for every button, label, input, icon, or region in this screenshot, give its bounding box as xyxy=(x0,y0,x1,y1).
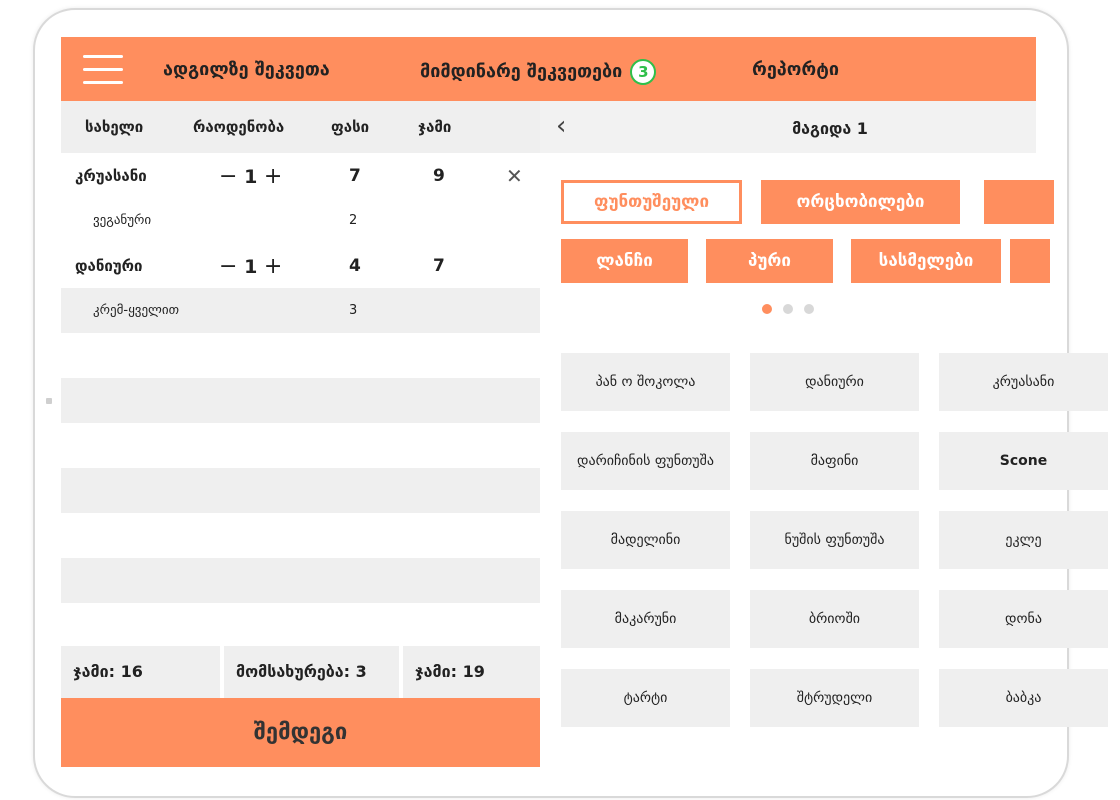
subtotal-label: ჯამი: 16 xyxy=(61,646,220,698)
table-row xyxy=(61,243,540,288)
category-more[interactable] xyxy=(984,180,1054,224)
top-bar xyxy=(61,37,1036,101)
service-fee-label: მომსახურება: 3 xyxy=(224,646,399,698)
order-rows xyxy=(61,153,540,648)
item-total: 9 xyxy=(433,166,445,186)
product-tile[interactable]: ბრიოში xyxy=(750,590,919,648)
header-total: ჯამი xyxy=(418,118,452,136)
table-row-addon xyxy=(61,198,540,243)
decrease-button[interactable]: − xyxy=(219,164,238,189)
header-name: სახელი xyxy=(85,118,144,136)
empty-row xyxy=(61,558,540,603)
item-price: 7 xyxy=(349,166,361,186)
item-name: დანიური xyxy=(75,257,143,275)
product-tile[interactable]: დანიური xyxy=(750,353,919,411)
header-quantity: რაოდენობა xyxy=(193,118,285,136)
category-drinks[interactable]: სასმელები xyxy=(851,239,1001,283)
empty-row xyxy=(61,603,540,648)
product-tile[interactable]: მაკარუნი xyxy=(561,590,730,648)
category-cookies[interactable]: ორცხობილები xyxy=(761,180,960,224)
tab-report[interactable]: რეპორტი xyxy=(752,59,839,80)
table-row xyxy=(61,153,540,198)
product-tile[interactable]: შტრუდელი xyxy=(750,669,919,727)
category-bread[interactable]: პური xyxy=(706,239,833,283)
menu-icon[interactable] xyxy=(83,55,123,85)
tab-dine-in-order[interactable]: ადგილზე შეკვეთა xyxy=(163,59,330,80)
product-tile[interactable]: მაფინი xyxy=(750,432,919,490)
quantity-stepper xyxy=(219,164,282,189)
empty-row xyxy=(61,378,540,423)
orders-count-badge: 3 xyxy=(630,59,656,85)
table-header xyxy=(540,101,1036,153)
increase-button[interactable]: + xyxy=(263,164,283,189)
product-tile[interactable]: Scone xyxy=(939,432,1108,490)
tab-current-orders-label: მიმდინარე შეკვეთები xyxy=(420,61,623,82)
decrease-button[interactable]: − xyxy=(219,254,238,279)
empty-row xyxy=(61,333,540,378)
order-summary xyxy=(61,646,540,698)
table-title: მაგიდა 1 xyxy=(792,119,868,138)
camera-dot xyxy=(46,398,52,404)
product-tile[interactable]: ბაბკა xyxy=(939,669,1108,727)
addon-price: 3 xyxy=(349,303,358,318)
product-tile[interactable]: დარიჩინის ფუნთუშა xyxy=(561,432,730,490)
order-panel xyxy=(61,101,540,767)
quantity-stepper xyxy=(219,254,282,279)
page-dot[interactable] xyxy=(804,304,814,314)
product-tile[interactable]: ეკლე xyxy=(939,511,1108,569)
page-dot-active[interactable] xyxy=(762,304,772,314)
product-tile[interactable]: ნუშის ფუნთუშა xyxy=(750,511,919,569)
app-screen xyxy=(61,37,1055,767)
page-dot[interactable] xyxy=(783,304,793,314)
header-price: ფასი xyxy=(331,118,370,136)
menu-panel xyxy=(540,101,1055,767)
category-lunch[interactable]: ლანჩი xyxy=(561,239,688,283)
empty-row xyxy=(61,423,540,468)
product-tile[interactable]: დონა xyxy=(939,590,1108,648)
order-table-header xyxy=(61,101,540,153)
item-quantity: 1 xyxy=(244,256,258,278)
item-price: 4 xyxy=(349,256,361,276)
item-quantity: 1 xyxy=(244,166,258,188)
remove-item-icon[interactable]: ✕ xyxy=(506,164,523,188)
item-name: კრუასანი xyxy=(75,167,147,185)
addon-name: ვეგანური xyxy=(93,213,152,228)
tab-current-orders[interactable] xyxy=(420,59,656,85)
addon-name: კრემ-ყველით xyxy=(93,303,180,318)
product-tile[interactable]: ტარტი xyxy=(561,669,730,727)
table-row-addon xyxy=(61,288,540,333)
item-total: 7 xyxy=(433,256,445,276)
empty-row xyxy=(61,513,540,558)
product-tile[interactable]: კრუასანი xyxy=(939,353,1108,411)
back-chevron-icon[interactable]: ‹ xyxy=(556,111,567,141)
addon-price: 2 xyxy=(349,213,358,228)
grand-total-label: ჯამი: 19 xyxy=(403,646,540,698)
product-tile[interactable]: პან ო შოკოლა xyxy=(561,353,730,411)
increase-button[interactable]: + xyxy=(263,254,283,279)
next-button[interactable]: შემდეგი xyxy=(61,698,540,767)
empty-row xyxy=(61,468,540,513)
product-tile[interactable]: მადელინი xyxy=(561,511,730,569)
category-more[interactable] xyxy=(1010,239,1050,283)
category-pastries[interactable]: ფუნთუშეული xyxy=(561,180,742,224)
